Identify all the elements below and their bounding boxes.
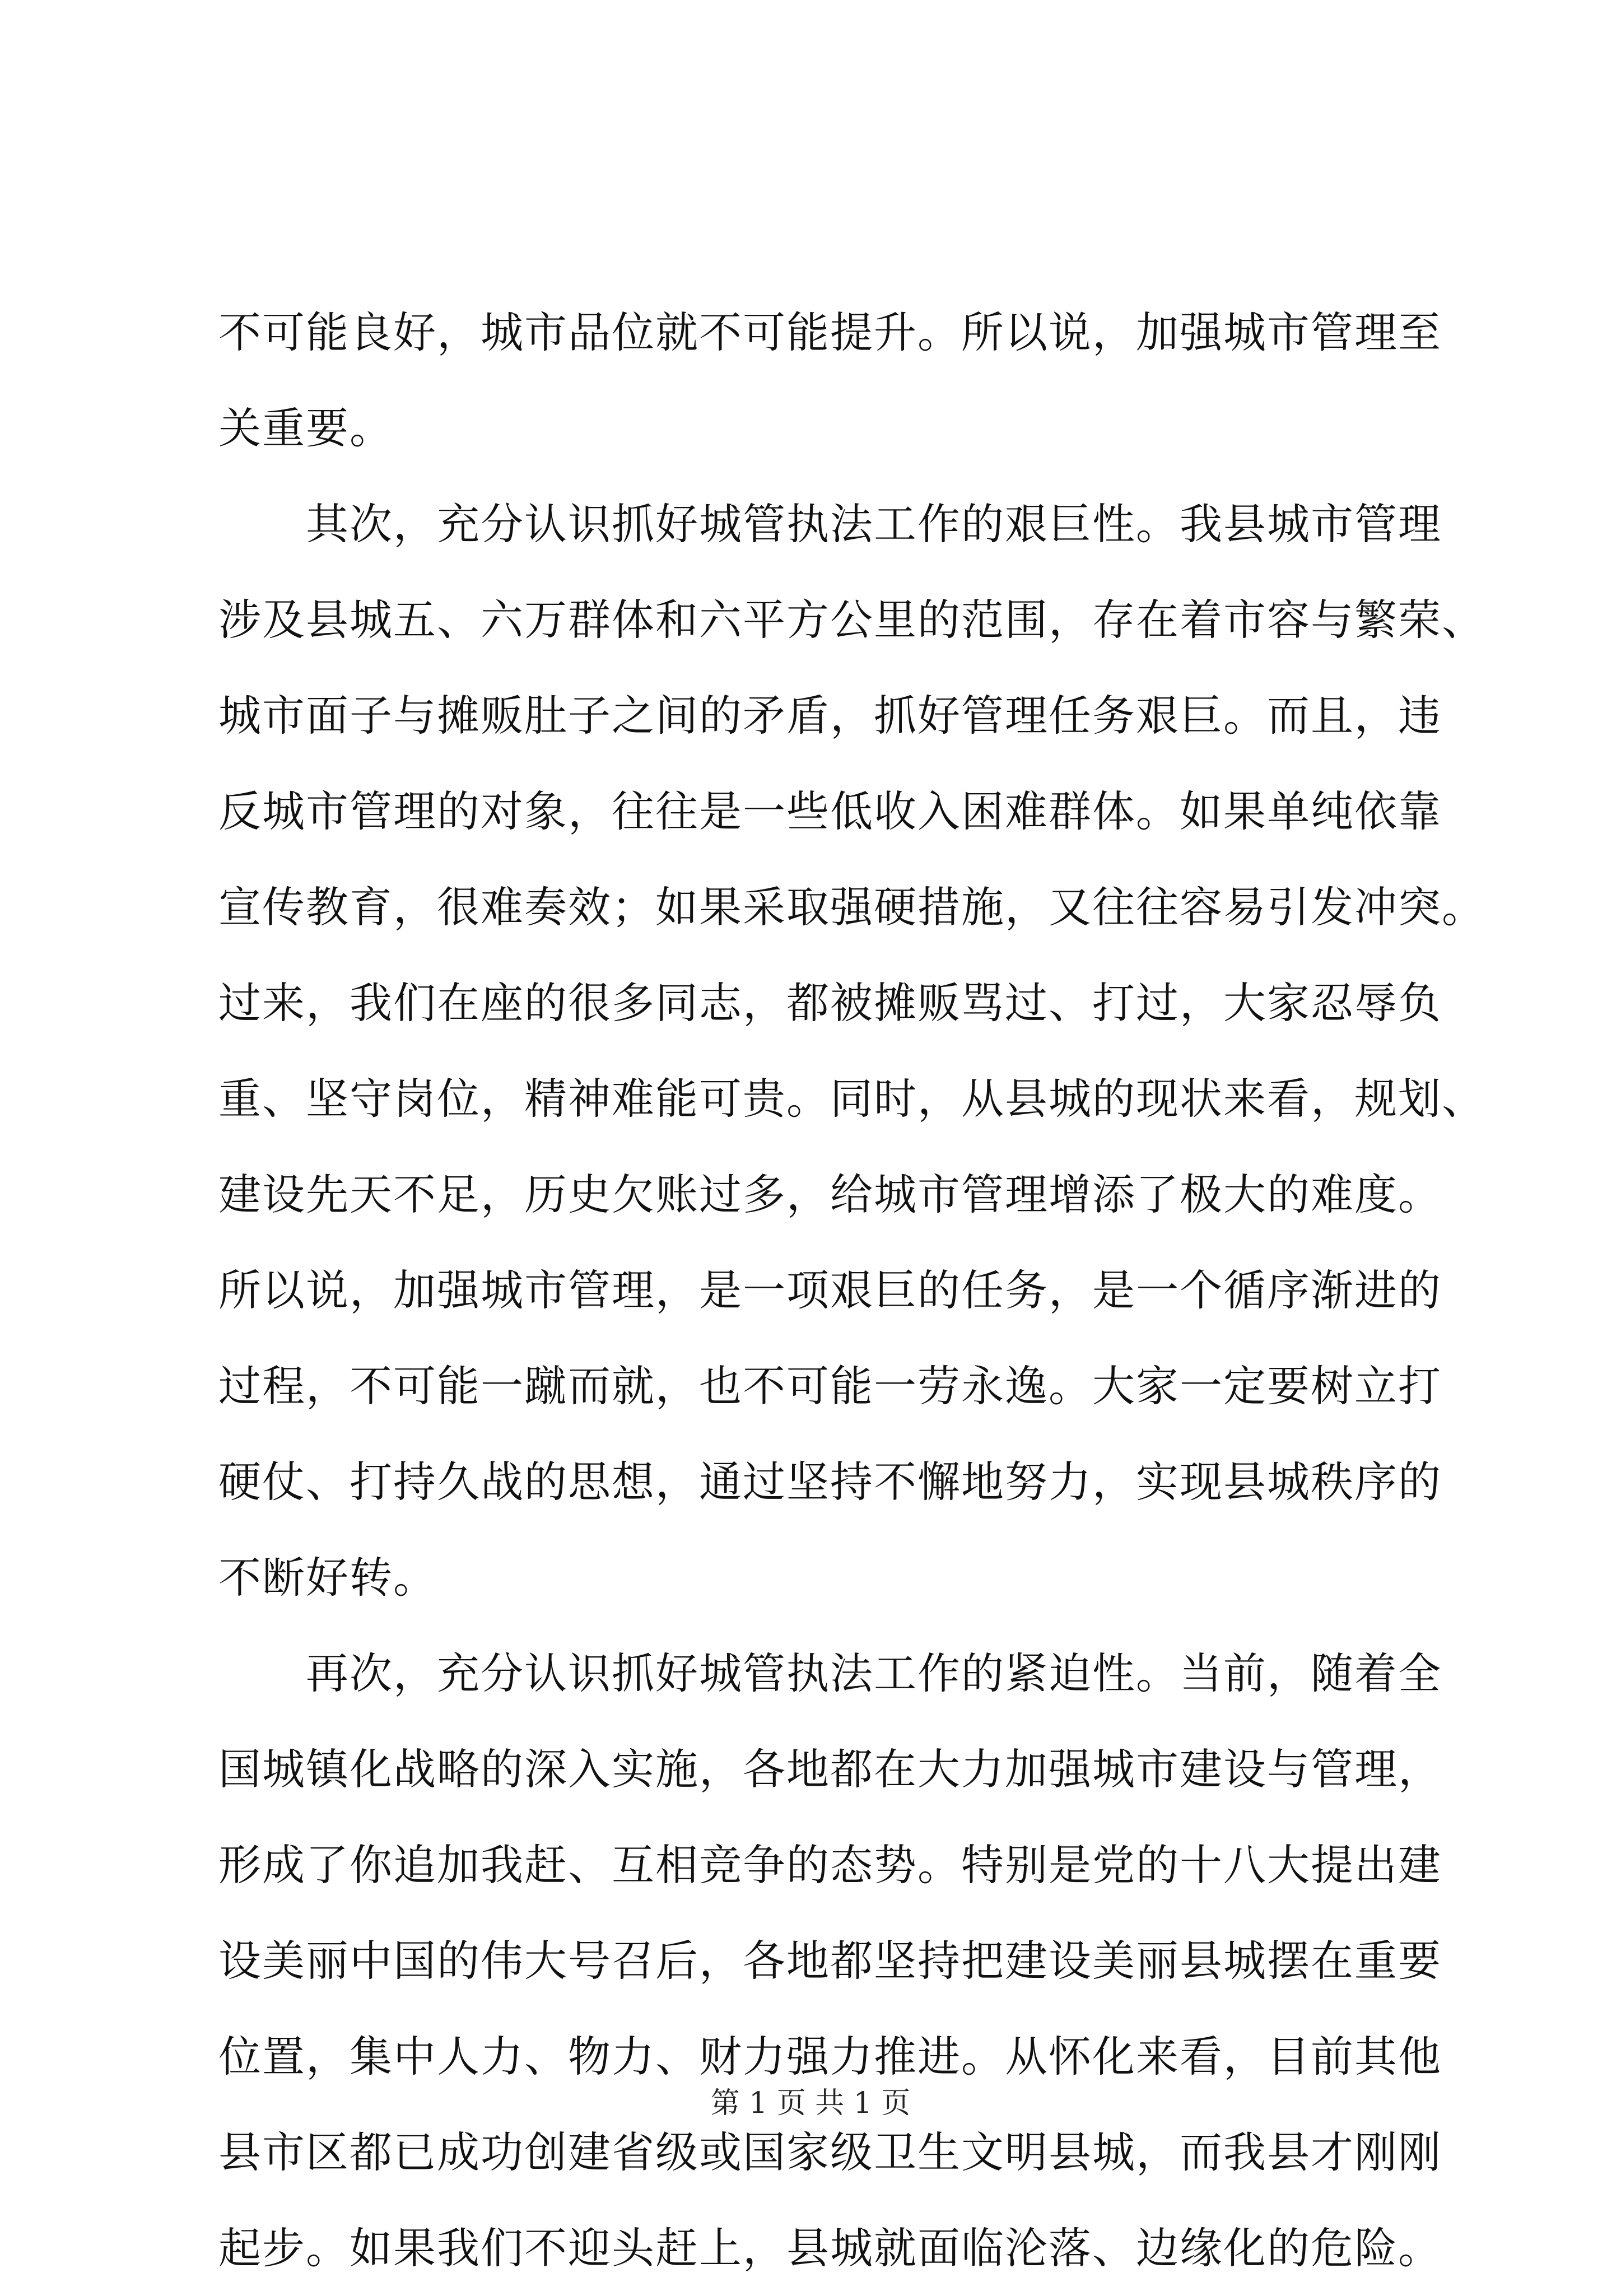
text-line: 涉及县城五、六万群体和六平方公里的范围，存在着市容与繁荣、 (218, 595, 1485, 645)
body-text (218, 285, 1485, 2296)
text-line: 过来，我们在座的很多同志，都被摊贩骂过、打过，大家忍辱负 (218, 978, 1442, 1028)
text-line: 起步。如果我们不迎头赶上，县城就面临沦落、边缘化的危险。 (218, 2223, 1442, 2273)
text-line: 重、坚守岗位，精神难能可贵。同时，从县城的现状来看，规划、 (218, 1074, 1485, 1124)
text-line: 设美丽中国的伟大号召后，各地都坚持把建设美丽县城摆在重要 (218, 1936, 1442, 1986)
text-line: 过程，不可能一蹴而就，也不可能一劳永逸。大家一定要树立打 (218, 1361, 1442, 1411)
text-line: 再次，充分认识抓好城管执法工作的紧迫性。当前，随着全 (218, 1648, 1442, 1698)
text-line: 形成了你追加我赶、互相竞争的态势。特别是党的十八大提出建 (218, 1840, 1442, 1890)
page-footer: 第 1 页 共 1 页 (710, 2087, 911, 2120)
text-line: 反城市管理的对象，往往是一些低收入困难群体。如果单纯依靠 (218, 786, 1442, 836)
text-line: 位置，集中人力、物力、财力强力推进。从怀化来看，目前其他 (218, 2032, 1442, 2081)
text-line: 不可能良好，城市品位就不可能提升。所以说，加强城市管理至 (218, 308, 1442, 357)
text-line: 宣传教育，很难奏效；如果采取强硬措施，又往往容易引发冲突。 (218, 882, 1485, 932)
text-line: 县市区都已成功创建省级或国家级卫生文明县城，而我县才刚刚 (218, 2127, 1442, 2177)
text-line: 不断好转。 (218, 1553, 437, 1603)
paragraph (218, 476, 1485, 1626)
text-line: 硬仗、打持久战的思想，通过坚持不懈地努力，实现县城秩序的 (218, 1457, 1442, 1507)
paragraph (218, 285, 1442, 476)
paragraph (218, 1626, 1442, 2296)
text-line: 城市面子与摊贩肚子之间的矛盾，抓好管理任务艰巨。而且，违 (218, 691, 1442, 741)
text-line: 关重要。 (218, 403, 393, 453)
text-line: 国城镇化战略的深入实施，各地都在大力加强城市建设与管理， (218, 1744, 1442, 1794)
text-line: 其次，充分认识抓好城管执法工作的艰巨性。我县城市管理 (218, 499, 1442, 549)
text-line: 建设先天不足，历史欠账过多，给城市管理增添了极大的难度。 (218, 1170, 1442, 1219)
text-line: 所以说，加强城市管理，是一项艰巨的任务，是一个循序渐进的 (218, 1265, 1442, 1315)
